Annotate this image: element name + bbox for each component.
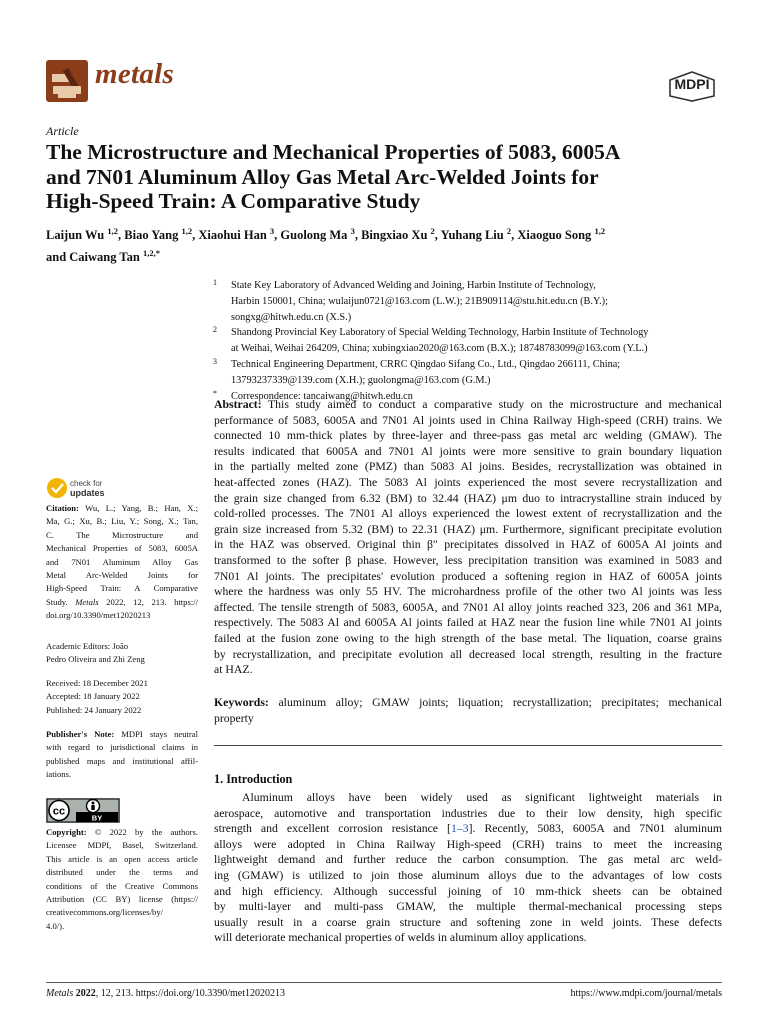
sidebar-text: Wu, L.; Yang, B.; Han, X.; <box>85 503 198 513</box>
text-line <box>214 553 722 569</box>
affiliation-line: 13793237339@139.com (X.H.); guolongma@163.com (G.M.) <box>231 374 491 386</box>
citation-journal: Metals <box>75 596 99 607</box>
line-text: usually result in a coarse grain structure and softening zone in weld joints. These defects <box>214 915 722 929</box>
paragraph-label: Keywords: <box>214 696 269 709</box>
affiliation-line: songxg@hitwh.edu.cn (X.S.) <box>231 311 352 323</box>
academic-editors <box>46 640 198 667</box>
author-affiliation-mark: 1,2 <box>594 226 606 236</box>
footer-citation <box>46 988 285 999</box>
sidebar-text: MDPI stays neutral <box>114 729 198 739</box>
footer-divider <box>46 982 722 983</box>
abstract <box>214 397 722 678</box>
text-line <box>214 537 722 553</box>
author-affiliation-mark: 2 <box>506 226 512 236</box>
footer-journal-url[interactable]: https://www.mdpi.com/journal/metals <box>570 988 722 999</box>
text-line <box>214 428 722 444</box>
cc-by-license-icon[interactable] <box>46 798 120 823</box>
author-affiliation-mark: 3 <box>269 226 275 236</box>
sidebar-line <box>46 893 198 906</box>
text-line <box>214 711 722 727</box>
sidebar-line <box>46 529 198 542</box>
text-line <box>214 930 722 946</box>
sidebar-text: High-Speed Train: A Comparative <box>46 583 198 594</box>
line-text: aluminum alloy; GMAW joints; liquation; recrystallization; precipitates; mechanical <box>278 696 722 709</box>
footer-doi[interactable]: , 12, 213. https://doi.org/10.3390/met12020213 <box>95 988 285 999</box>
sidebar-line <box>46 853 198 866</box>
keywords <box>214 695 722 726</box>
text-line <box>214 397 722 413</box>
line-text: cold-rolled processes. The 7N01 Al alloys experienced the lowest extent of recrystallization and the <box>214 507 722 521</box>
line-text: alloys were adopted in China Railway High-speed (CRH) trains to meet the increasing <box>214 837 722 851</box>
affiliation-mark: 3 <box>213 356 217 366</box>
line-text: performance of 5083, 6005A and 7N01 Al joints used in China Railway High-speed (CRH) trains. We <box>214 413 722 427</box>
line-text: grain size increased from 5.32 (BM) to 22.31 (HAZ) μm. Furthermore, significant precipitate evolution <box>214 522 722 536</box>
text-line <box>214 821 722 837</box>
line-text: by multi-layer and multi-pass GMAW, the multiple thermal-mechanical processing steps <box>214 900 722 914</box>
line-text: lightweight demand and further reduce the carbon consumption. The gas metal arc weld- <box>214 853 722 867</box>
text-line <box>214 837 722 853</box>
sidebar-text: Attribution (CC BY) license (https:// <box>46 894 198 905</box>
sidebar-line <box>46 768 198 781</box>
text-line <box>214 790 722 806</box>
author-affiliation-mark: 2 <box>430 226 435 236</box>
sidebar-line <box>46 920 198 933</box>
sidebar-text: iations. <box>46 769 72 780</box>
line-text: 7N01 Al joints. The precipitates' evolution produced a softening region in HAZ of 6005A joints <box>214 569 722 583</box>
affiliation-item <box>213 357 723 389</box>
author-affiliation-mark: 3 <box>350 226 355 236</box>
line-text: in the HAZ was observed. Original thin β″ precipitates dissolved in HAZ of 6005A Al joints and <box>214 538 722 552</box>
sidebar-text: 4.0/). <box>46 920 65 931</box>
sidebar-line <box>46 755 198 768</box>
line-text: heat-affected zones (HAZ). The 5083 Al joints experienced the most severe recrystallization and <box>214 475 722 489</box>
title-line: and 7N01 Aluminum Alloy Gas Metal Arc-Welded Joints for <box>46 164 599 189</box>
sidebar-label: Publisher's Note: <box>46 729 115 739</box>
copyright-notice <box>46 826 198 933</box>
line-text: Aluminum alloys have been widely used as significant lightweight materials in <box>242 791 722 804</box>
sidebar-line <box>75 597 198 607</box>
sidebar-line <box>46 741 198 754</box>
sidebar-line <box>46 609 198 622</box>
affiliation-line: State Key Laboratory of Advanced Welding and Joining, Harbin Institute of Technology, <box>231 280 596 291</box>
sidebar-line <box>46 728 198 741</box>
affiliation-line: at Weihai, Weihai 264209, China; xubingxiao2020@163.com (B.X.); 18748783099@163.com (Y.L.) <box>231 343 648 355</box>
section-divider <box>214 745 722 746</box>
introduction-body <box>214 790 722 946</box>
sidebar-text: Ma, G.; Xu, B.; Liu, Y.; Song, X.; Tan, <box>46 516 198 527</box>
publication-dates <box>46 677 198 717</box>
line-text: transformed to the softer β phase. However, less precipitation transition was examined in 5083 and <box>214 553 722 567</box>
sidebar-line <box>46 556 198 569</box>
affiliation-mark: 1 <box>213 278 217 287</box>
text-line <box>214 631 722 647</box>
check-for-updates-icon[interactable] <box>46 476 116 500</box>
text-line <box>214 569 722 585</box>
sidebar-line <box>46 690 198 703</box>
sidebar-line <box>46 866 198 879</box>
text-line <box>214 506 722 522</box>
line-text: where the hardness was only 55 HV. The microhardness profile of the other two Al joints was less <box>214 585 722 599</box>
text-line <box>214 600 722 616</box>
affiliations <box>213 278 723 404</box>
check-updates-bottom: updates <box>70 488 105 498</box>
sidebar-text: with regard to jurisdictional claims in <box>46 742 198 753</box>
affiliation-line: Technical Engineering Department, CRRC Qingdao Sifang Co., Ltd., Qingdao 266111, China; <box>231 358 621 370</box>
title-line: High-Speed Train: A Comparative Study <box>46 189 421 213</box>
line-text: the grain size changed from 6.32 (BM) to 32.44 (HAZ) μm duo to intracrystalline strain induced by <box>214 491 722 505</box>
sidebar-line <box>46 704 198 717</box>
text-line <box>214 475 722 491</box>
text-line <box>214 584 722 600</box>
text-line <box>214 852 722 868</box>
text-line <box>214 413 722 429</box>
author-name: Xiaohui Han <box>198 228 267 243</box>
line-text: and high efficiency. Although successful joining of 10 mm-thick sheets can be obtained <box>214 884 722 898</box>
sidebar-text: Mechanical Properties of 5083, 6005A <box>46 543 198 554</box>
sidebar-text: This article is an open access article <box>46 853 198 864</box>
author-list: Laijun Wu $^{1,2}$, Biao Yang $^{1,2}$, Xiaohui Han $^3$, Guolong Ma $^3$, Bingxiao Xu $^2$, Yuhang Liu $^2$, Xiaoguo Song $^{1,2}$ and Caiwang Tan $^{1,2,*}$ <box>46 226 606 265</box>
journal-name: metals <box>95 58 175 90</box>
affiliation-item <box>213 278 723 325</box>
author-name: Biao Yang <box>124 228 179 243</box>
affiliation-line: Shandong Provincial Key Laboratory of Special Welding Technology, Harbin Institute of Technology <box>231 327 649 339</box>
sidebar-line <box>46 677 198 690</box>
publisher-name: MDPI <box>674 76 710 92</box>
affiliation-mark: * <box>213 388 217 398</box>
sidebar-line <box>46 515 198 528</box>
sidebar-text: doi.org/10.3390/met12020213 <box>46 610 151 621</box>
paragraph-label: Abstract: <box>214 398 262 411</box>
sidebar-line <box>46 597 75 607</box>
author-affiliation-mark: 1,2 <box>181 226 193 236</box>
author-name: Laijun Wu <box>46 228 105 243</box>
publisher-note <box>46 728 198 782</box>
text-line <box>214 522 722 538</box>
text-line <box>214 695 722 711</box>
line-text: by recrystallization, and precipitate evolution all decreased local strength, resulting in the fracture <box>214 647 722 661</box>
sidebar-line <box>46 880 198 893</box>
sidebar-text: Academic Editors: João <box>46 641 129 651</box>
line-text: property <box>214 711 254 725</box>
text-line <box>214 884 722 900</box>
affiliation-line: Harbin 150001, China; wulaijun0721@163.com (L.W.); 21B909114@stu.hit.edu.cn (B.Y.); <box>231 295 608 307</box>
check-updates-top: check for <box>70 479 103 488</box>
sidebar-label: Citation: <box>46 503 79 513</box>
text-line <box>214 459 722 475</box>
journal-logo-icon <box>46 60 88 102</box>
line-text: strength and excellent corrosion resistance [ <box>214 822 451 836</box>
svg-text:cc: cc <box>52 805 66 818</box>
text-line <box>214 868 722 884</box>
author-name: Xiaoguo Song <box>517 228 592 243</box>
text-line <box>214 647 722 663</box>
sidebar-line <box>46 826 198 839</box>
affiliation-line: Correspondence: tancaiwang@hitwh.edu.cn <box>231 390 413 402</box>
line-text: respectively. The 5083 Al and 6005A Al joints failed at HAZ near the fusion line while 7N01 Al joints <box>214 616 722 630</box>
sidebar-text: © 2022 by the authors. <box>86 827 198 837</box>
sidebar-line <box>46 906 198 919</box>
text-line <box>214 615 722 631</box>
cc-badge-text: BY <box>91 813 103 823</box>
sidebar-text: and 7N01 Aluminum Alloy Gas <box>46 556 198 567</box>
footer-year: 2022 <box>75 988 96 999</box>
sidebar-line <box>46 582 198 595</box>
sidebar-line <box>46 542 198 555</box>
line-text: This study aimed to conduct a comparative study on the microstructure and mechanical <box>268 398 722 411</box>
sidebar-text: conditions of the Creative Commons <box>46 880 198 891</box>
line-text: at HAZ. <box>214 663 253 677</box>
line-text: failed at the fusion zone owing to the high strength of the base metal. The liquation, coarse grains <box>214 631 722 645</box>
line-text: aerospace, automotive and transportation industries due to their low density, high specific <box>214 806 722 820</box>
citation-link[interactable]: 1–3 <box>450 822 469 836</box>
sidebar-line <box>46 640 198 653</box>
author-name: Caiwang Tan <box>69 250 140 265</box>
text-line <box>214 444 722 460</box>
author-affiliation-mark: 1,2 <box>107 226 119 236</box>
section-heading-introduction: 1. Introduction <box>214 772 293 786</box>
sidebar-text: creativecommons.org/licenses/by/ <box>46 907 164 918</box>
sidebar-text: Accepted: 18 January 2022 <box>46 691 140 702</box>
sidebar-line <box>46 839 198 852</box>
sidebar-label: Copyright: <box>46 827 87 837</box>
title-line: The Microstructure and Mechanical Properties of 5083, 6005A <box>46 140 621 164</box>
sidebar-text: C. The Microstructure and <box>46 529 198 540</box>
article-title <box>46 140 726 214</box>
article-type: Article <box>46 124 79 138</box>
author-conjunction: and <box>46 250 67 265</box>
sidebar-line <box>46 502 198 515</box>
line-text: in the partially melted zone (PMZ) than 5083 Al joins. Besides, recrystallization was obtained in <box>214 460 722 474</box>
affiliation-mark: 2 <box>213 325 217 335</box>
line-text: affected. The tensile strength of 5083, 6005A, and 7N01 Al alloy joints reached 323, 206 and 361 MPa, <box>214 600 722 614</box>
text-line <box>214 899 722 915</box>
sidebar-text: Received: 18 December 2021 <box>46 678 148 688</box>
sidebar-line <box>46 569 198 582</box>
line-text: will deteriorate mechanical properties of welds in aluminum alloy applications. <box>214 931 587 945</box>
sidebar-line <box>46 596 198 609</box>
sidebar-text: Metal Arc-Welded Joints for <box>46 570 198 581</box>
text-line <box>214 806 722 822</box>
text-line <box>214 915 722 931</box>
line-text: results indicated that 6005A and 7N01 Al joints were more sensitive to grain boundary liquation <box>214 444 722 458</box>
line-text: ]. Recently, 5083, 6005A and 7N01 aluminum <box>468 822 722 836</box>
text-line <box>214 491 722 507</box>
sidebar-text: Licensee MDPI, Basel, Switzerland. <box>46 840 198 851</box>
sidebar-text: 2022, 12, 213. https:// <box>106 596 198 607</box>
text-line <box>214 662 722 678</box>
author-name: Guolong Ma <box>280 228 348 243</box>
author-name: Yuhang Liu <box>440 228 504 243</box>
sidebar-text: Published: 24 January 2022 <box>46 704 142 715</box>
citation-block <box>46 502 198 623</box>
sidebar-text: distributed under the terms and <box>46 867 198 878</box>
author-affiliation-mark: 1,2,* <box>142 248 160 259</box>
line-text: ing (GMAW) is utilized to join those aluminum alloys due to the advantages of low costs <box>214 868 722 882</box>
author-name: Bingxiao Xu <box>361 228 428 243</box>
sidebar-text: published maps and institutional affil- <box>46 755 198 766</box>
affiliation-item <box>213 325 723 357</box>
footer-journal: Metals <box>46 988 74 999</box>
sidebar-line <box>46 653 198 666</box>
sidebar-text: Study. <box>46 596 68 607</box>
line-text: connected 10 mm-thick plates by three-layer and three-pass gas metal arc welding (GMAW). The <box>214 429 722 443</box>
sidebar-text: Pedro Oliveira and Zhi Zeng <box>46 654 145 665</box>
mdpi-logo <box>666 70 718 102</box>
